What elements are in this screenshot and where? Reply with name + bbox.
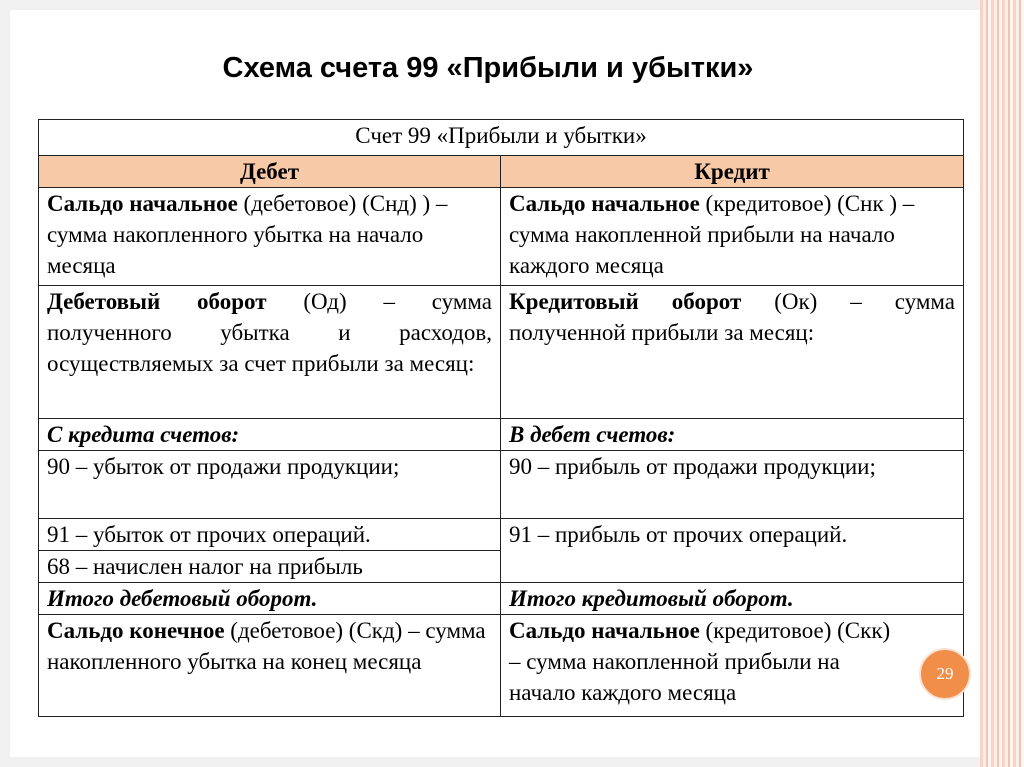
decorative-stripes <box>980 0 1024 767</box>
debit-account-68: 68 – начислен налог на прибыль <box>39 551 501 583</box>
debit-turnover-text: (Од) – сумма полученного убытка и расходов, осуществляемых за счет прибыли за месяц: <box>47 289 492 376</box>
credit-turnover-term: Кредитовый оборот <box>509 289 742 314</box>
credit-turnover-cell <box>501 286 964 419</box>
account-91-row <box>39 519 964 551</box>
account-99-table <box>38 119 964 717</box>
credit-header: Кредит <box>501 156 964 188</box>
credit-account-91: 91 – прибыль от прочих операций. <box>501 519 964 583</box>
credit-accounts-heading: В дебет счетов: <box>501 419 964 451</box>
opening-balance-row <box>39 188 964 286</box>
debit-total: Итого дебетовый оборот. <box>39 583 501 615</box>
debit-opening-cell <box>39 188 501 286</box>
debit-account-91: 91 – убыток от прочих операций. <box>39 519 501 551</box>
credit-closing-term: Сальдо начальное <box>509 618 700 643</box>
table-caption: Счет 99 «Прибыли и убытки» <box>39 120 964 156</box>
debit-account-90: 90 – убыток от продажи продукции; <box>39 451 501 519</box>
turnover-row <box>39 286 964 419</box>
debit-closing-text: (дебетовое) (Скд) – сумма накопленного убытка на конец месяца <box>47 618 486 674</box>
debit-opening-term: Сальдо начальное <box>47 191 238 216</box>
closing-balance-row <box>39 615 964 717</box>
debit-closing-term: Сальдо конечное <box>47 618 225 643</box>
credit-turnover-text: (Ок) – сумма полученной прибыли за месяц: <box>509 289 956 345</box>
credit-closing-text: (кредитовое) (Скк) – сумма накопленной прибыли на начало каждого месяца <box>509 618 891 705</box>
debit-header: Дебет <box>39 156 501 188</box>
totals-row <box>39 583 964 615</box>
table-caption-row <box>39 120 964 156</box>
debit-opening-text: (дебетовое) (Снд) ) – сумма накопленного убытка на начало месяца <box>47 191 448 278</box>
credit-total: Итого кредитовый оборот. <box>501 583 964 615</box>
credit-opening-text: (кредитовое) (Снк ) – сумма накопленной прибыли на начало каждого месяца <box>509 191 915 278</box>
page-number-badge: 29 <box>919 648 971 700</box>
accounts-heading-row <box>39 419 964 451</box>
credit-opening-cell <box>501 188 964 286</box>
credit-account-90: 90 – прибыль от продажи продукции; <box>501 451 964 519</box>
credit-closing-cell <box>501 615 964 717</box>
table-header-row <box>39 156 964 188</box>
credit-opening-term: Сальдо начальное <box>509 191 700 216</box>
debit-turnover-cell <box>39 286 501 419</box>
slide-title: Схема счета 99 «Прибыли и убытки» <box>222 52 754 84</box>
debit-accounts-heading: С кредита счетов: <box>39 419 501 451</box>
debit-closing-cell <box>39 615 501 717</box>
account-90-row <box>39 451 964 519</box>
debit-turnover-term: Дебетовый оборот <box>47 289 267 314</box>
